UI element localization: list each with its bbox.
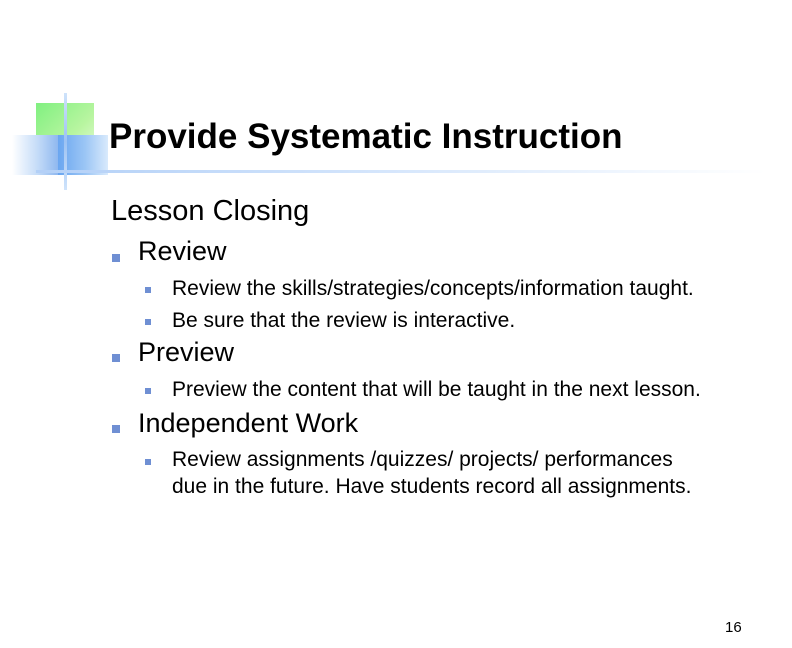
square-bullet-icon — [145, 287, 151, 293]
page-number: 16 — [725, 619, 742, 636]
lesson-closing-heading: Lesson Closing — [111, 195, 310, 227]
square-bullet-icon — [112, 425, 120, 433]
section-review-label: Review — [138, 236, 227, 266]
square-bullet-icon — [145, 388, 151, 394]
independent-work-item-line-1: Review assignments /quizzes/ projects/ performances — [172, 448, 673, 471]
decorative-vertical-line — [64, 93, 67, 190]
section-preview-label: Preview — [138, 337, 235, 367]
slide-title: Provide Systematic Instruction — [109, 117, 623, 156]
square-bullet-icon — [145, 459, 151, 465]
independent-work-item-line-2: due in the future. Have students record all assignments. — [172, 475, 692, 498]
title-underline — [36, 170, 766, 173]
square-bullet-icon — [145, 319, 151, 325]
square-bullet-icon — [112, 254, 120, 262]
decorative-blue-gradient-left — [12, 135, 58, 175]
review-item-1: Review the skills/strategies/concepts/information taught. — [172, 277, 694, 300]
preview-item-1: Preview the content that will be taught in the next lesson. — [172, 378, 701, 401]
review-item-2: Be sure that the review is interactive. — [172, 309, 516, 332]
square-bullet-icon — [112, 354, 120, 362]
section-independent-work-label: Independent Work — [138, 408, 359, 438]
